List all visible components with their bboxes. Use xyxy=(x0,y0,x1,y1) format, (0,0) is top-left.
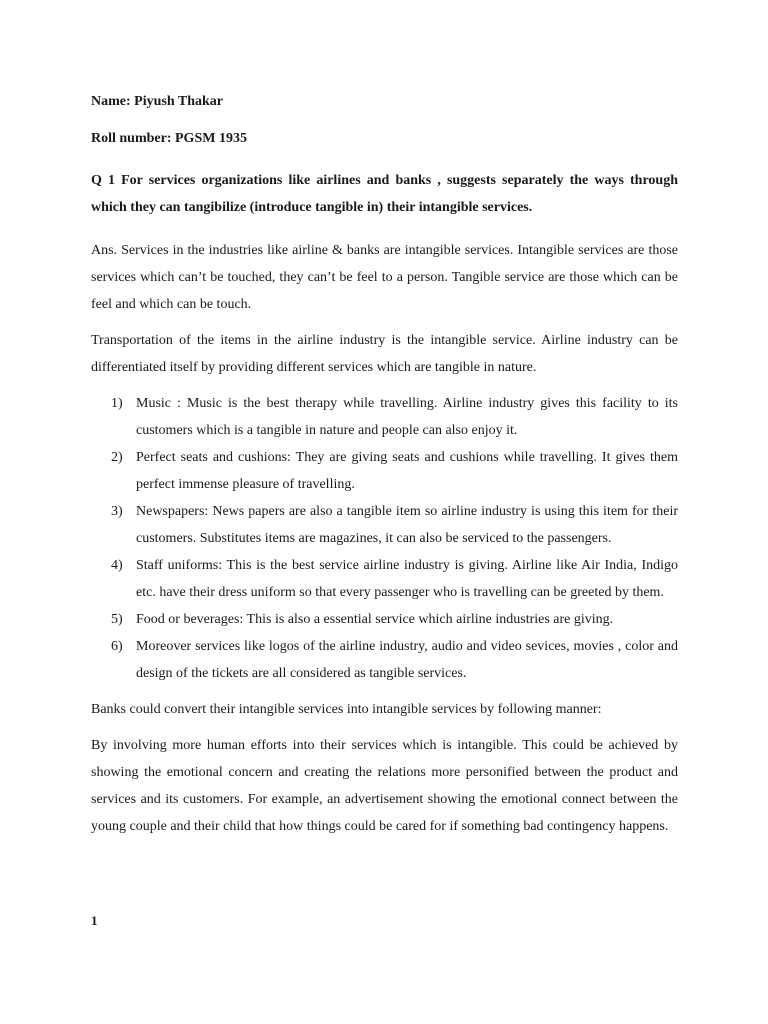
airline-services-list xyxy=(91,390,678,687)
airline-intro-paragraph: Transportation of the items in the airline industry is the intangible service. Airline industry can be differentiated itself by providing different services which are tangible in nature. xyxy=(91,333,678,375)
list-item-number: 1) xyxy=(111,396,123,411)
list-item xyxy=(91,498,678,552)
list-item-number: 6) xyxy=(111,639,123,654)
list-item-number: 3) xyxy=(111,504,123,519)
question-text: Q 1 For services organizations like airlines and banks , suggests separately the ways through which they can tangibilize (introduce tangible in) their intangible services. xyxy=(91,173,678,215)
list-item-text: Music : Music is the best therapy while travelling. Airline industry gives this facility to its customers which is a tangible in nature and people can also enjoy it. xyxy=(136,396,678,438)
list-item-text: Staff uniforms: This is the best service airline industry is giving. Airline like Air India, Indigo etc. have their dress uniform so that every passenger who is travelling can be greeted by them. xyxy=(136,558,678,600)
answer-intro-paragraph: Ans. Services in the industries like airline & banks are intangible services. Intangible services are those services which can’t be touched, they can’t be feel to a person. Tangible service are those which can be feel and which can be touch. xyxy=(91,243,678,312)
list-item-text: Moreover services like logos of the airline industry, audio and video sevices, movies , color and design of the tickets are all considered as tangible services. xyxy=(136,639,678,681)
student-name: Name: Piyush Thakar xyxy=(91,94,223,109)
banks-intro-paragraph: Banks could convert their intangible services into intangible services by following manner: xyxy=(91,702,602,717)
document-page xyxy=(91,93,678,840)
page-number: 1 xyxy=(91,913,98,928)
list-item-text: Food or beverages: This is also a essential service which airline industries are giving. xyxy=(136,612,614,627)
list-item xyxy=(91,633,678,687)
list-item-number: 2) xyxy=(111,450,123,465)
list-item-number: 4) xyxy=(111,558,123,573)
list-item-text: Newspapers: News papers are also a tangible item so airline industry is using this item for their customers. Substitutes items are magazines, it can also be serviced to the passengers. xyxy=(136,504,678,546)
list-item xyxy=(91,390,678,444)
list-item-number: 5) xyxy=(111,612,123,627)
list-item-text: Perfect seats and cushions: They are giving seats and cushions while travelling. It gives them perfect immense pleasure of travelling. xyxy=(136,450,678,492)
list-item xyxy=(91,606,678,633)
banks-paragraph: By involving more human efforts into their services which is intangible. This could be achieved by showing the emotional concern and creating the relations more personified between the product and services and its customers. For example, an advertisement showing the emotional connect between the young couple and their child that how things could be cared for if something bad contingency happens. xyxy=(91,738,678,834)
roll-number: Roll number: PGSM 1935 xyxy=(91,131,247,146)
list-item xyxy=(91,444,678,498)
list-item xyxy=(91,552,678,606)
